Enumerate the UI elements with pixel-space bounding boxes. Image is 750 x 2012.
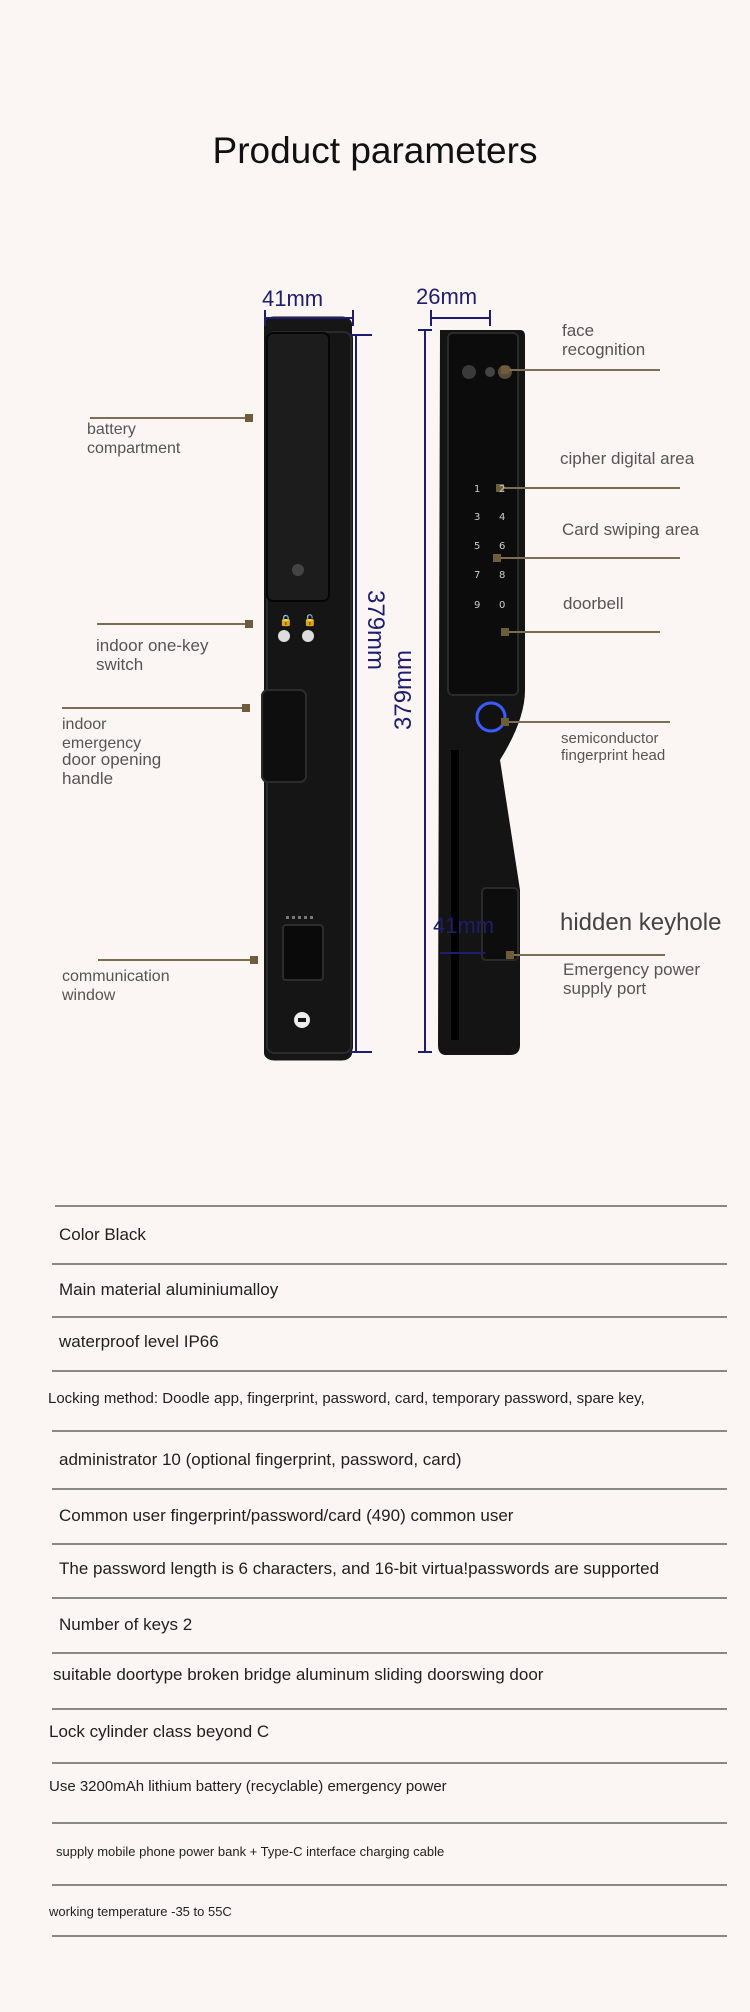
spec-divider [52,1316,727,1318]
spec-row: working temperature -35 to 55C [49,1904,232,1919]
keypad-digit: 8 [499,570,506,581]
spec-row: waterproof level IP66 [59,1332,219,1351]
page-title: Product parameters [212,130,538,171]
svg-text:🔒: 🔒 [279,614,293,627]
spec-row: Lock cylinder class beyond C [49,1722,270,1741]
one-key-label: indoor one-key switch [96,636,209,674]
keypad-digit: 1 [474,484,481,495]
comm-window-label: communication window [62,968,170,1004]
spec-row: Number of keys 2 [59,1615,193,1634]
front-height-label: 379mm [390,649,417,730]
keypad-digit: 6 [499,541,506,552]
spec-row: Color Black [59,1225,146,1244]
spec-row: The password length is 6 characters, and 16-bit virtua!passwords are supported [59,1559,660,1578]
spec-divider [52,1488,727,1490]
keyhole-label: hidden keyhole [560,909,722,936]
spec-divider [52,1597,727,1599]
battery-screw [292,564,304,576]
svg-text:🔓: 🔓 [303,614,317,627]
spec-row: suitable doortype broken bridge aluminum sliding doorswing door [53,1665,544,1684]
cipher-label: cipher digital area [560,449,695,468]
spec-row: Locking method: Doodle app, fingerprint, password, card, temporary password, spare key, [48,1390,645,1407]
card-label: Card swiping area [562,520,700,539]
battery-label: battery compartment [87,421,181,457]
spec-row: Main material aluminiumalloy [59,1280,279,1299]
keypad-digit: 9 [474,600,481,611]
spec-divider [52,1263,727,1265]
doorbell-label: doorbell [563,594,624,613]
emergency-label: indoor emergency [62,716,142,752]
keypad-digit: 3 [474,512,481,523]
handle-width-label: 41mm [433,913,495,938]
keypad-panel [448,333,518,695]
side-height-label: 379mm [362,590,389,671]
spec-divider [52,1370,727,1372]
keypad-digit: 0 [499,600,506,611]
side-width-label: 26mm [416,284,478,309]
spec-divider [52,1884,727,1886]
communication-window [283,925,323,980]
fingerprint-label: semiconductor fingerprint head [561,730,666,764]
battery-cover [267,333,329,601]
spec-divider [52,1762,727,1764]
keypad-digit: 2 [499,484,506,495]
spec-divider [52,1822,727,1824]
handle-label: door opening handle [62,750,162,788]
fingerprint-ring [477,703,505,731]
spec-row: Use 3200mAh lithium battery (recyclable) emergency power [49,1778,447,1795]
emergency-handle [262,690,306,782]
spec-divider [52,1935,727,1937]
spec-row: Common user fingerprint/password/card (490) common user [59,1506,514,1525]
spec-row: administrator 10 (optional fingerprint, password, card) [59,1450,462,1469]
spec-divider [52,1430,727,1432]
power-label: Emergency power supply port [563,960,701,998]
keypad-digit: 4 [499,512,506,523]
spec-divider [52,1652,727,1654]
spec-divider [55,1205,727,1207]
spec-divider [52,1708,727,1710]
spec-divider [52,1543,727,1545]
spec-row: supply mobile phone power bank + Type-C interface charging cable [56,1844,445,1859]
front-width-label: 41mm [262,286,324,311]
face-label: face recognition [562,321,646,359]
keypad-digit: 7 [474,570,481,581]
keypad-digit: 5 [474,541,481,552]
